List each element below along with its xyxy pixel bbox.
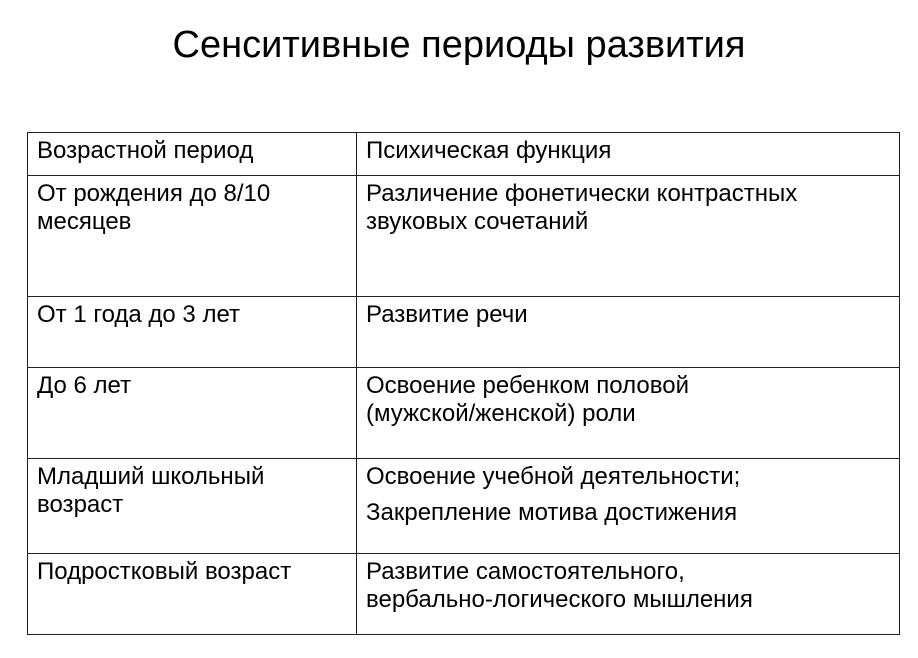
table-header-row <box>28 133 900 176</box>
age-text: От 1 года до 3 лет <box>37 301 240 328</box>
age-cell <box>28 297 357 368</box>
function-text: Закрепление мотива достижения <box>366 499 738 526</box>
age-cell <box>28 459 357 554</box>
header-age-cell: Возрастной период <box>28 133 357 176</box>
function-cell <box>357 459 900 554</box>
age-text: От рождения до 8/10 <box>37 180 271 207</box>
age-cell <box>28 176 357 297</box>
page-title: Сенситивные периоды развития <box>172 24 746 66</box>
function-text: (мужской/женской) роли <box>366 400 636 427</box>
age-text: месяцев <box>37 208 132 235</box>
function-cell <box>357 176 900 297</box>
age-cell <box>28 368 357 459</box>
sensitive-periods-table <box>27 132 900 635</box>
header-function-cell: Психическая функция <box>357 133 900 176</box>
function-text: Освоение учебной деятельности; <box>366 463 741 490</box>
table-row <box>28 459 900 554</box>
table-row <box>28 297 900 368</box>
table-row <box>28 554 900 635</box>
age-text: Подростковый возраст <box>37 558 292 585</box>
function-text: вербально-логического мышления <box>366 586 753 613</box>
age-cell <box>28 554 357 635</box>
table-row <box>28 368 900 459</box>
table-row <box>28 176 900 297</box>
age-text: возраст <box>37 491 124 518</box>
age-text: Младший школьный <box>37 463 265 490</box>
function-cell <box>357 297 900 368</box>
function-text: Развитие самостоятельного, <box>366 558 685 585</box>
function-cell <box>357 368 900 459</box>
function-text: Освоение ребенком половой <box>366 372 689 399</box>
function-cell <box>357 554 900 635</box>
function-text: Развитие речи <box>366 301 528 328</box>
function-text: звуковых сочетаний <box>366 208 589 235</box>
age-text: До 6 лет <box>37 372 132 399</box>
function-text: Различение фонетически контрастных <box>366 180 798 207</box>
